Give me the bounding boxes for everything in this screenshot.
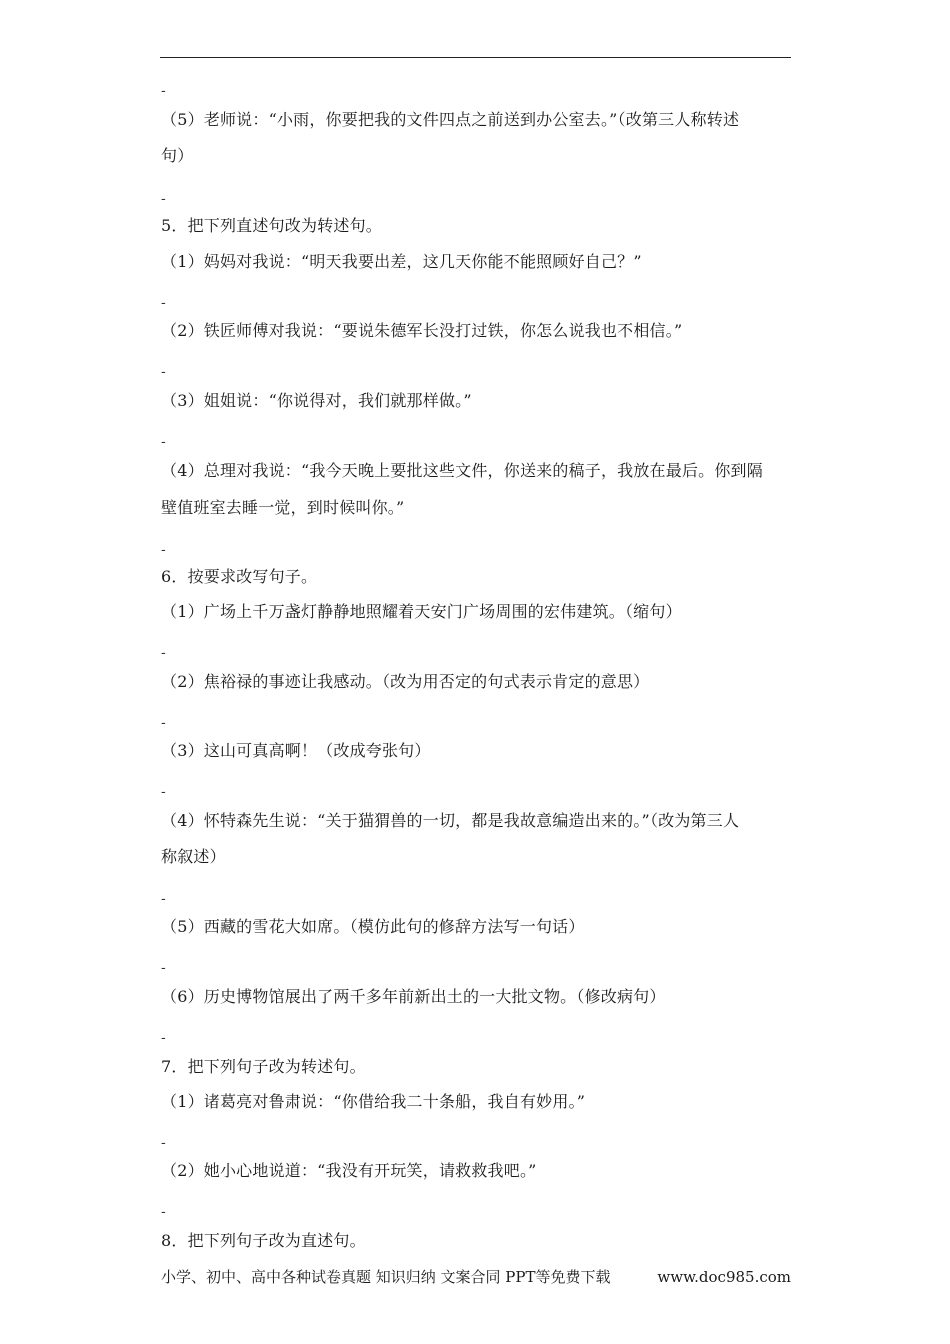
- answer-blank[interactable]: -: [161, 1135, 166, 1151]
- page-footer: [161, 1267, 791, 1287]
- answer-blank[interactable]: -: [161, 1030, 166, 1046]
- answer-blank[interactable]: -: [161, 1204, 166, 1220]
- answer-blank[interactable]: -: [161, 295, 166, 311]
- question-6-3: （3）这山可真高啊！（改成夸张句）: [161, 741, 431, 760]
- answer-blank[interactable]: -: [161, 83, 166, 99]
- answer-blank[interactable]: -: [161, 645, 166, 661]
- answer-blank[interactable]: -: [161, 542, 166, 558]
- question-5-3: （3）姐姐说：“你说得对，我们就那样做。”: [161, 391, 472, 410]
- question-7-title: 7．把下列句子改为转述句。: [161, 1057, 366, 1076]
- question-5-1: （1）妈妈对我说：“明天我要出差，这几天你能不能照顾好自己？”: [161, 252, 642, 271]
- answer-blank[interactable]: -: [161, 784, 166, 800]
- answer-blank[interactable]: -: [161, 364, 166, 380]
- question-4-5-line-1: （5）老师说：“小雨，你要把我的文件四点之前送到办公室去。”（改第三人称转述: [161, 110, 740, 129]
- question-8-title: 8．把下列句子改为直述句。: [161, 1231, 366, 1250]
- question-7-2: （2）她小心地说道：“我没有开玩笑，请救救我吧。”: [161, 1161, 537, 1180]
- question-6-4-line-1: （4）怀特森先生说：“关于猫猬兽的一切，都是我故意编造出来的。”（改为第三人: [161, 811, 740, 830]
- answer-blank[interactable]: -: [161, 434, 166, 450]
- question-5-4-line-2: 壁值班室去睡一觉，到时候叫你。”: [161, 498, 405, 517]
- question-6-2: （2）焦裕禄的事迹让我感动。（改为用否定的句式表示肯定的意思）: [161, 672, 650, 691]
- question-5-4-line-1: （4）总理对我说：“我今天晚上要批这些文件，你送来的稿子，我放在最后。你到隔: [161, 461, 763, 480]
- answer-blank[interactable]: -: [161, 191, 166, 207]
- question-6-5: （5）西藏的雪花大如席。（模仿此句的修辞方法写一句话）: [161, 917, 585, 936]
- question-5-title: 5．把下列直述句改为转述句。: [161, 216, 382, 235]
- answer-blank[interactable]: -: [161, 960, 166, 976]
- answer-blank[interactable]: -: [161, 891, 166, 907]
- question-6-6: （6）历史博物馆展出了两千多年前新出土的一大批文物。（修改病句）: [161, 987, 666, 1006]
- question-6-title: 6．按要求改写句子。: [161, 567, 318, 586]
- header-rule: [160, 57, 791, 58]
- question-5-2: （2）铁匠师傅对我说：“要说朱德军长没打过铁，你怎么说我也不相信。”: [161, 321, 683, 340]
- question-7-1: （1）诸葛亮对鲁肃说：“你借给我二十条船，我自有妙用。”: [161, 1092, 586, 1111]
- question-6-4-line-2: 称叙述）: [161, 847, 226, 866]
- question-6-1: （1）广场上千万盏灯静静地照耀着天安门广场周围的宏伟建筑。（缩句）: [161, 602, 682, 621]
- question-4-5-line-2: 句）: [161, 146, 194, 165]
- footer-promo-text: 小学、初中、高中各种试卷真题 知识归纳 文案合同 PPT等免费下载: [161, 1268, 611, 1286]
- footer-website-link[interactable]: www.doc985.com: [657, 1268, 791, 1286]
- answer-blank[interactable]: -: [161, 715, 166, 731]
